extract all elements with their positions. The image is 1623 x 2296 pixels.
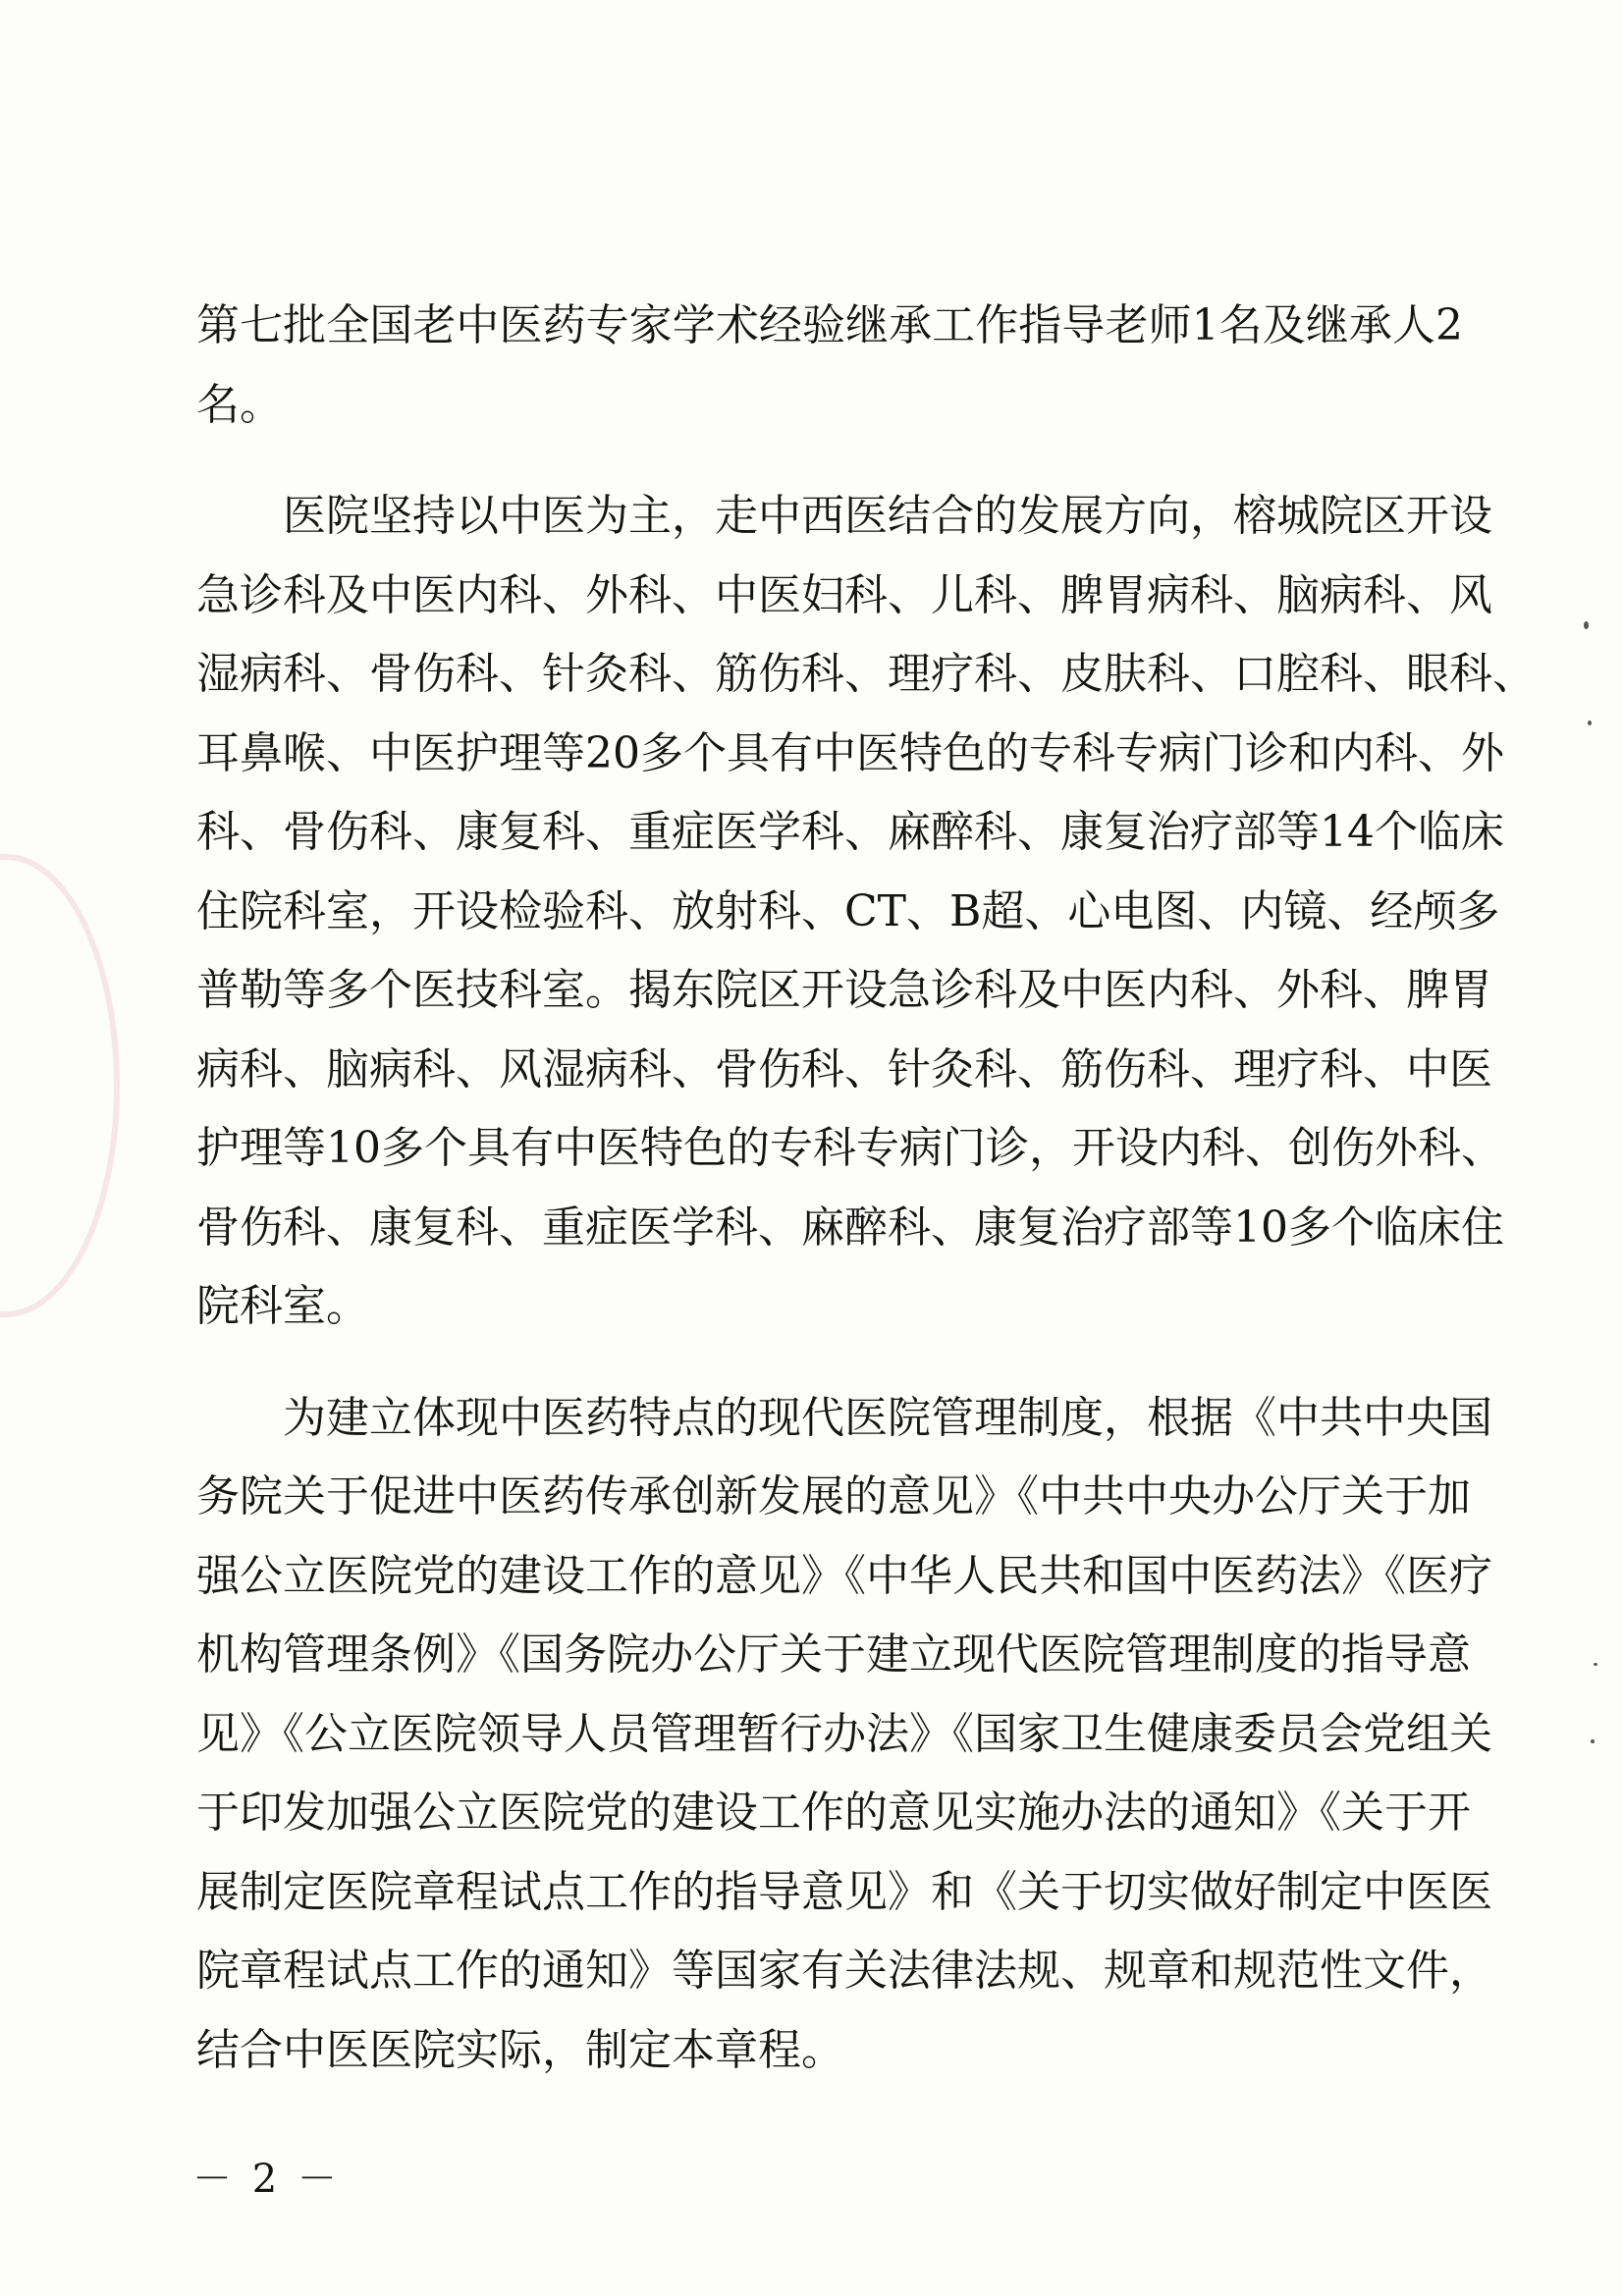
text-line: 科、骨伤科、康复科、重症医学科、麻醉科、康复治疗部等14个临床 [196,807,1504,857]
text-line: 住院科室，开设检验科、放射科、CT、B超、心电图、内镜、经颅多 [196,885,1500,936]
text-line: 院章程试点工作的通知》等国家有关法律法规、规章和规范性文件， [196,1946,1492,1996]
scan-speck [1588,721,1592,725]
text-line: 护理等10多个具有中医特色的专科专病门诊，开设内科、创伤外科、 [196,1123,1504,1173]
text-line: 名。 [196,379,283,430]
scan-speck [1594,1663,1597,1666]
text-line: 第七批全国老中医药专家学术经验继承工作指导老师1名及继承人2 [196,300,1463,350]
text-line: 机构管理条例》《国务院办公厅关于建立现代医院管理制度的指导意 [196,1629,1471,1680]
text-line: 强公立医院党的建设工作的意见》《中华人民共和国中医药法》《医疗 [196,1550,1492,1601]
text-line: 医院坚持以中医为主，走中西医结合的发展方向，榕城院区开设 [283,491,1492,541]
text-line: 骨伤科、康复科、重症医学科、麻醉科、康复治疗部等10多个临床住 [196,1201,1504,1253]
scan-speck [1591,1739,1595,1743]
scan-speck [1584,621,1589,629]
text-line: 见》《公立医院领导人员管理暂行办法》《国家卫生健康委员会党组关 [196,1708,1492,1759]
text-line: 务院关于促进中医药传承创新发展的意见》《中共中央办公厅关于加 [196,1471,1471,1522]
text-line: 耳鼻喉、中医护理等20多个具有中医特色的专科专病门诊和内科、外 [196,727,1504,778]
text-line: 结合中医医院实际，制定本章程。 [196,2024,844,2075]
document-body [196,287,1536,2090]
text-line: 湿病科、骨伤科、针灸科、筋伤科、理疗科、皮肤科、口腔科、眼科、 [196,649,1536,699]
text-line: 展制定医院章程试点工作的指导意见》和《关于切实做好制定中医医 [196,1866,1492,1917]
text-line: 普勒等多个医技科室。揭东院区开设急诊科及中医内科、外科、脾胃 [196,965,1492,1015]
text-line: 为建立体现中医药特点的现代医院管理制度，根据《中共中央国 [283,1392,1492,1443]
text-line: 急诊科及中医内科、外科、中医妇科、儿科、脾胃病科、脑病科、风 [196,569,1492,620]
faded-seal-mark [0,854,120,1317]
text-line: 于印发加强公立医院党的建设工作的意见实施办法的通知》《关于开 [196,1788,1471,1838]
text-line: 病科、脑病科、风湿病科、骨伤科、针灸科、筋伤科、理疗科、中医 [196,1043,1492,1095]
page-number: － 2 － [192,2157,341,2202]
text-line: 院科室。 [196,1281,369,1331]
